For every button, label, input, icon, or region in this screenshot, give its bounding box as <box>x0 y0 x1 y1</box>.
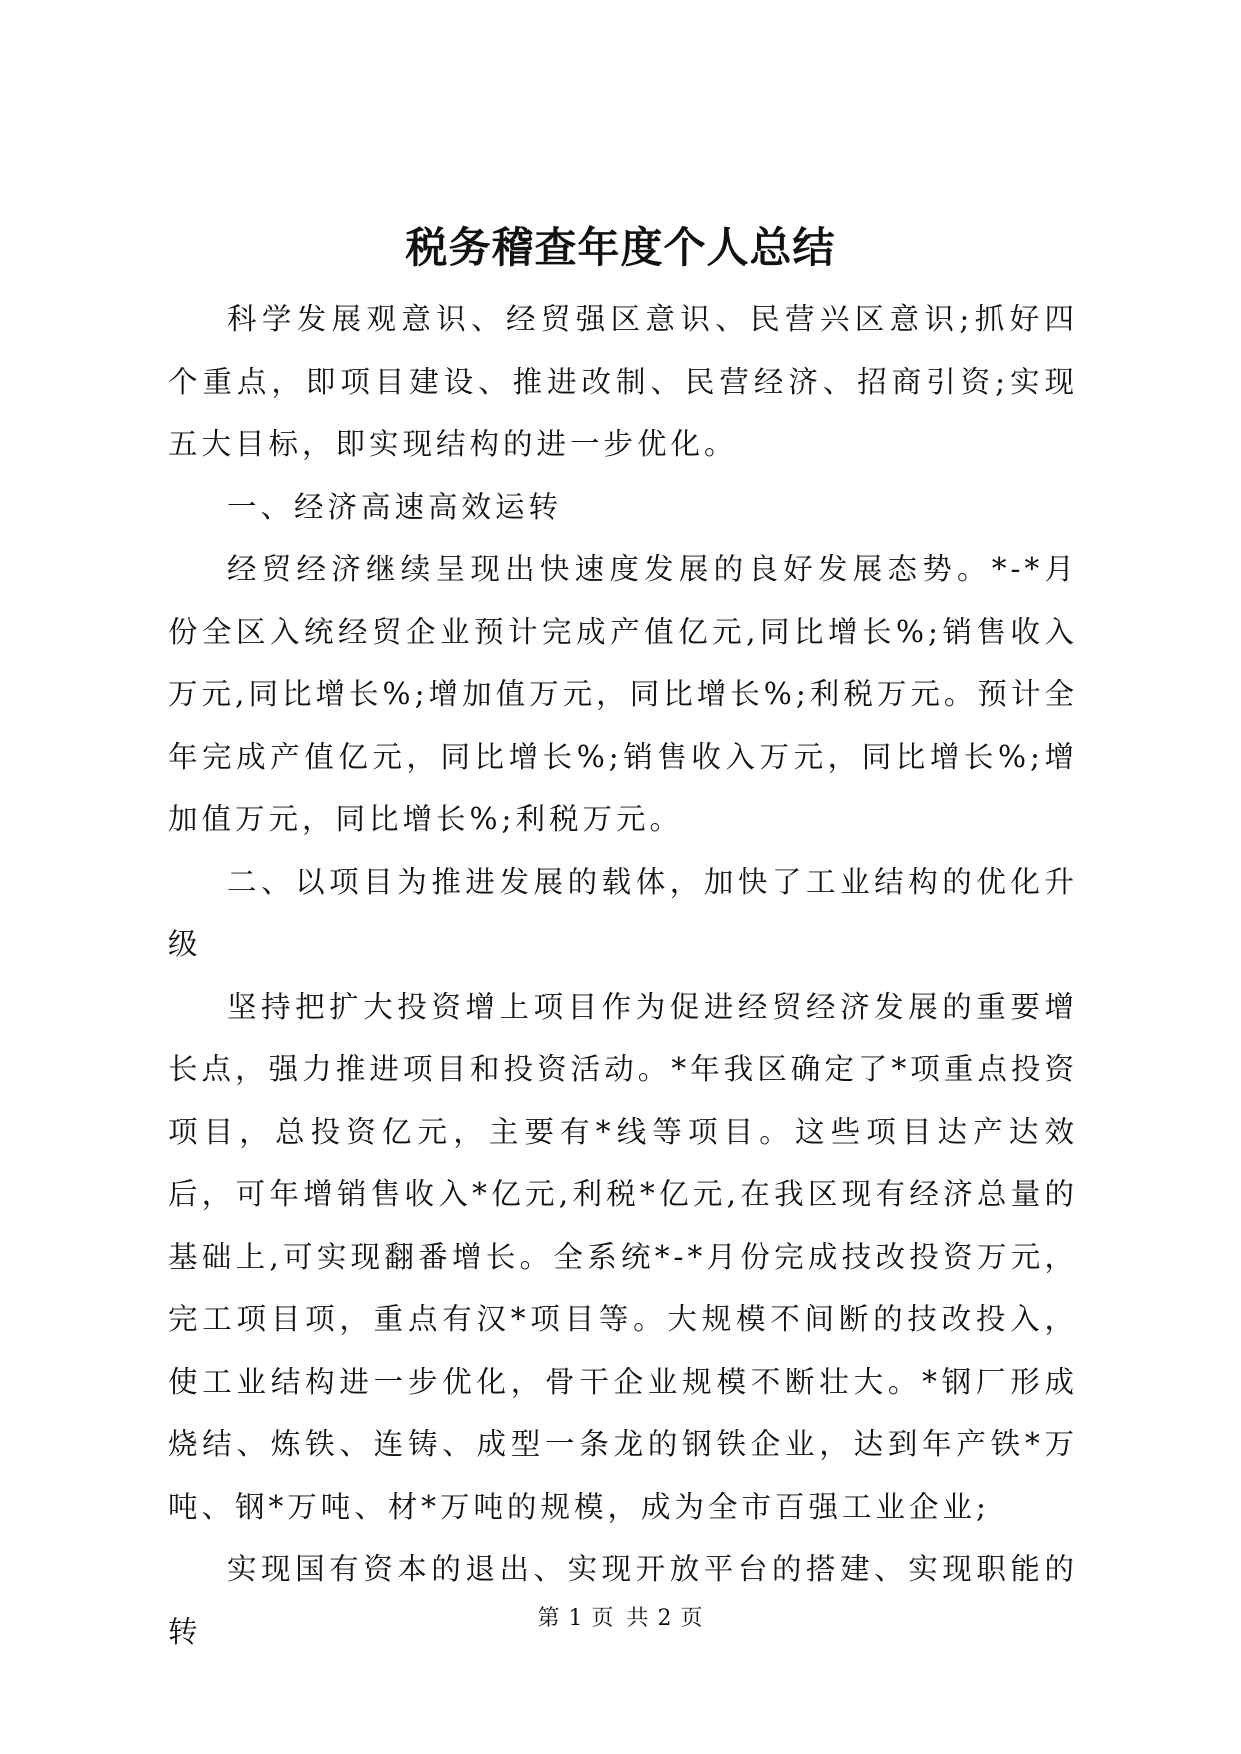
paragraph-economy: 经贸经济继续呈现出快速度发展的良好发展态势。*-*月份全区入统经贸企业预计完成产值亿元,同比增长%;销售收入万元,同比增长%;增加值万元，同比增长%;利税万元。预计全年完成产值亿元，同比增长%;销售收入万元，同比增长%;增加值万元，同比增长%;利税万元。 <box>168 552 1078 836</box>
section-heading-1: 一、经济高速高效运转 <box>227 489 563 524</box>
document-body <box>168 288 1078 1663</box>
paragraph-projects: 坚持把扩大投资增上项目作为促进经贸经济发展的重要增长点，强力推进项目和投资活动。*年我区确定了*项重点投资项目，总投资亿元，主要有*线等项目。这些项目达产达效后，可年增销售收入*亿元,利税*亿元,在我区现有经济总量的基础上,可实现翻番增长。全系统*-*月份完成技改投资万元，完工项目项，重点有汉*项目等。大规模不间断的技改投入，使工业结构进一步优化，骨干企业规模不断壮大。*钢厂形成烧结、炼铁、连铸、成型一条龙的钢铁企业，达到年产铁*万吨、钢*万吨、材*万吨的规模，成为全市百强工业企业; <box>168 989 1078 1524</box>
document-title: 税务稽查年度个人总结 <box>405 223 836 272</box>
paragraph-intro: 科学发展观意识、经贸强区意识、民营兴区意识;抓好四个重点，即项目建设、推进改制、民营经济、招商引资;实现五大目标，即实现结构的进一步优化。 <box>168 302 1078 461</box>
page-total: 共 2 页 <box>626 1606 704 1631</box>
paragraph-reform: 实现国有资本的退出、实现开放平台的搭建、实现职能的转 <box>168 1552 1078 1649</box>
page-number: 第 1 页 <box>537 1606 615 1631</box>
page-footer <box>0 1604 1241 1634</box>
section-heading-2: 二、以项目为推进发展的载体，加快了工业结构的优化升级 <box>168 864 1078 961</box>
